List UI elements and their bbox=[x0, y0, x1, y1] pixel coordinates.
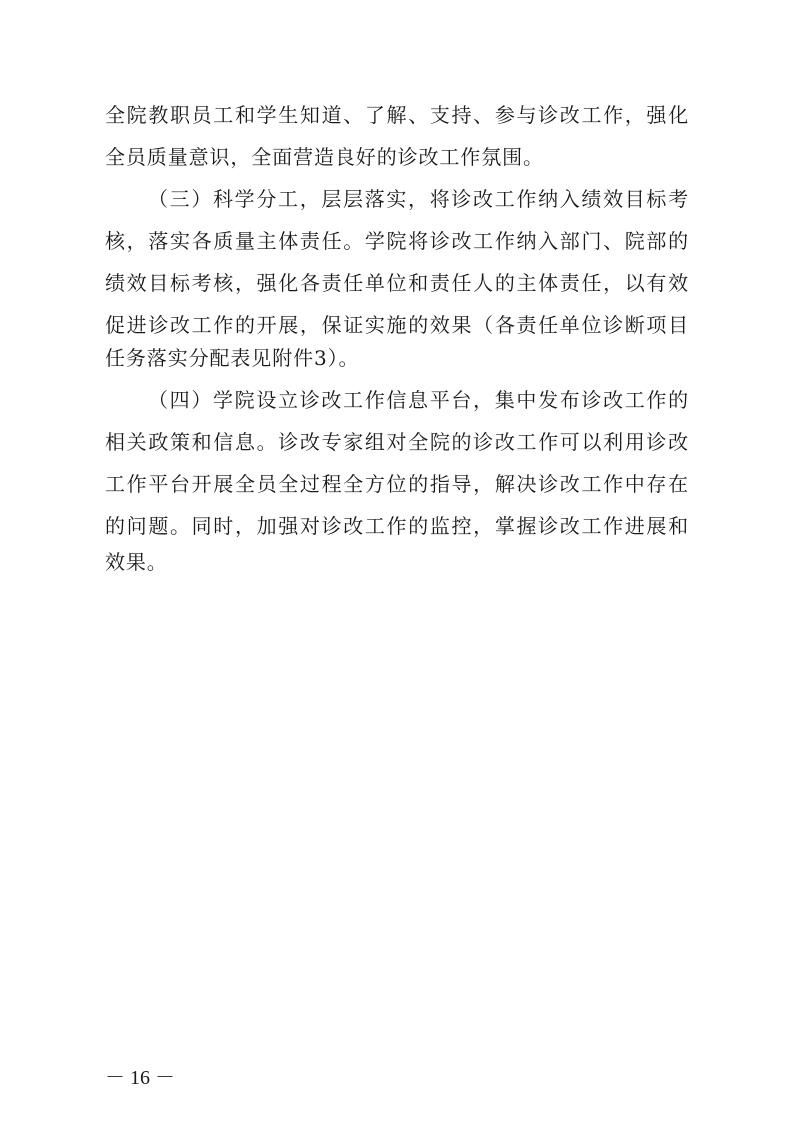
body-text-line: 绩效目标考核，强化各责任单位和责任人的主体责任，以有效 bbox=[105, 271, 689, 295]
body-text-line: 核，落实各质量主体责任。学院将诊改工作纳入部门、院部的 bbox=[105, 229, 689, 253]
body-text-line: 的问题。同时，加强对诊改工作的监控，掌握诊改工作进展和 bbox=[105, 514, 689, 538]
body-text-line: 相关政策和信息。诊改专家组对全院的诊改工作可以利用诊改 bbox=[105, 430, 689, 454]
body-text-line: 效果。 bbox=[105, 550, 168, 574]
page-number: － 16 － bbox=[105, 1067, 175, 1089]
section-four-heading-line: （四）学院设立诊改工作信息平台，集中发布诊改工作的 bbox=[148, 388, 689, 412]
body-text-line: 工作平台开展全员全过程全方位的指导，解决诊改工作中存在 bbox=[105, 472, 689, 496]
body-text-line: 促进诊改工作的开展，保证实施的效果（各责任单位诊断项目 bbox=[105, 313, 689, 337]
section-three-heading-line: （三）科学分工，层层落实，将诊改工作纳入绩效目标考 bbox=[148, 187, 689, 211]
body-text-line: 全院教职员工和学生知道、了解、支持、参与诊改工作，强化 bbox=[105, 103, 689, 127]
body-text-line: 全员质量意识，全面营造良好的诊改工作氛围。 bbox=[105, 145, 544, 169]
body-text-line: 任务落实分配表见附件3）。 bbox=[105, 346, 360, 370]
